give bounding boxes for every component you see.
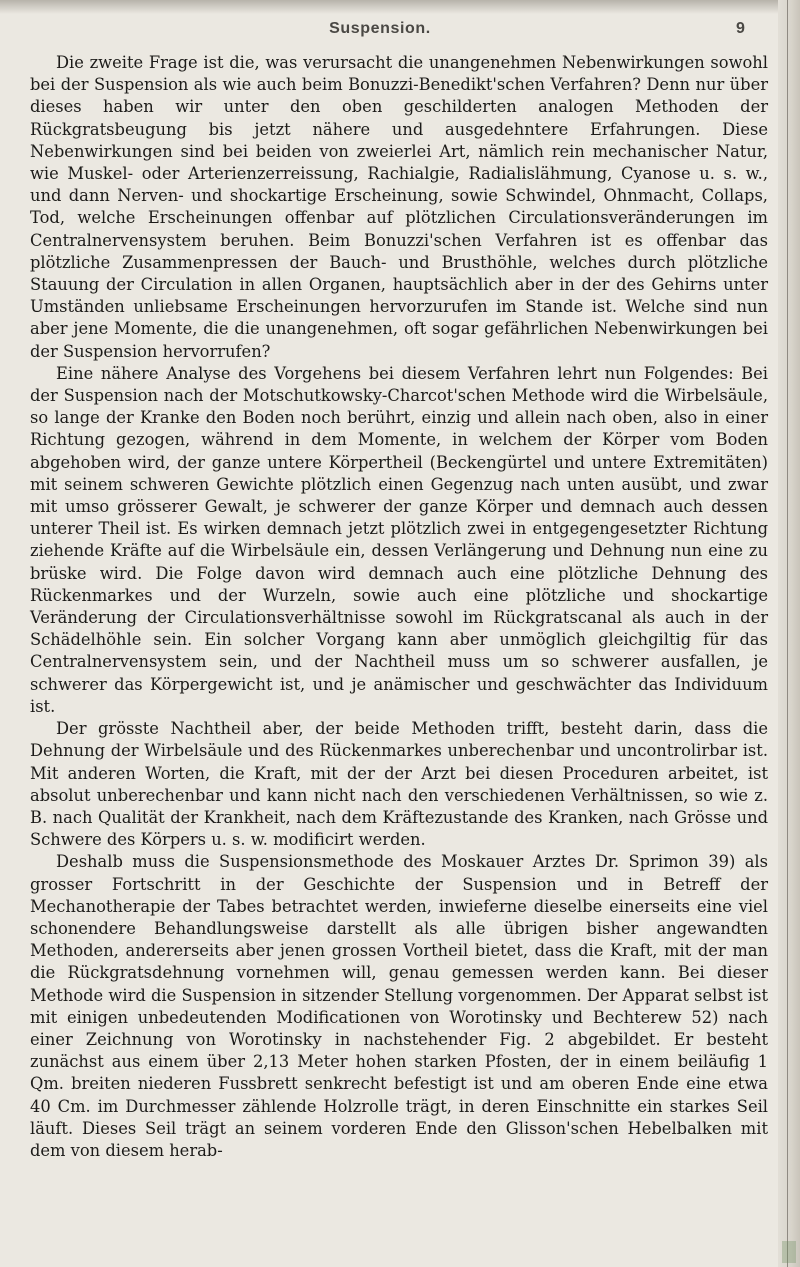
page-edge-line — [787, 0, 788, 1267]
page-header — [0, 20, 800, 44]
paragraph-4: Deshalb muss die Suspensionsmethode des Moskauer Arztes Dr. Sprimon 39) als grosser Fortschritt in der Geschichte der Suspension und in Betreff der Mechanotherapie der Tabes betrachtet werden, inwieferne dieselbe einerseits eine viel schonendere Behandlungsweise darstellt als alle übrigen bisher angewandten Methoden, andererseits aber jenen grossen Vortheil bietet, dass die Kraft, mit der man die Rückgratsdehnung vornehmen will, genau gemessen werden kann. Bei dieser Methode wird die Suspension in sitzender Stellung vorgenommen. Der Apparat selbst ist mit einigen unbedeutenden Modificationen von Worotinsky und Bechterew 52) nach einer Zeichnung von Worotinsky in nachstehender Fig. 2 abgebildet. Er besteht zunächst aus einem über 2,13 Meter hohen starken Pfosten, der in einem beiläufig 1 Qm. breiten niederen Fussbrett senkrecht befestigt ist und am oberen Ende eine etwa 40 Cm. im Durchmesser zählende Holzrolle trägt, in deren Einschnitte ein starkes Seil läuft. Dieses Seil trägt an seinem vorderen Ende den Glisson'schen Hebelbalken mit dem von diesem herab- — [30, 852, 768, 1160]
top-shadow — [0, 0, 800, 14]
paragraph-2: Eine nähere Analyse des Vorgehens bei diesem Verfahren lehrt nun Folgendes: Bei der Suspension nach der Motschutkowsky-Charcot'schen Methode wird die Wirbelsäule, so lange der Kranke den Boden noch berührt, einzig und allein nach oben, also in einer Richtung gezogen, während in dem Momente, in welchem der Körper vom Boden abgehoben wird, der ganze untere Körpertheil (Beckengürtel und untere Extremitäten) mit seinem schweren Gewichte plötzlich einen Gegenzug nach unten ausübt, und zwar mit umso grösserer Gewalt, je schwerer der ganze Körper und demnach auch dessen unterer Theil ist. Es wirken demnach jetzt plötzlich zwei in entgegengesetzter Richtung ziehende Kräfte auf die Wirbelsäule ein, dessen Verlängerung und Dehnung nun eine zu brüske wird. Die Folge davon wird demnach auch eine plötzliche Dehnung des Rückenmarkes und der Wurzeln, sowie auch eine plötzliche und shockartige Veränderung der Circulationsverhältnisse sowohl im Rückgratscanal als auch in der Schädelhöhle sein. Ein solcher Vorgang kann aber unmöglich gleichgiltig für das Centralnervensystem sein, und der Nachtheil muss um so schwerer ausfallen, je schwerer das Körpergewicht ist, und je anämischer und geschwächter das Individuum ist. — [30, 363, 768, 716]
paragraph-3: Der grösste Nachtheil aber, der beide Methoden trifft, besteht darin, dass die Dehnung der Wirbelsäule und des Rückenmarkes unberechenbar und uncontrolirbar ist. Mit anderen Worten, die Kraft, mit der der Arzt bei diesen Proceduren arbeitet, ist absolut unberechenbar und kann nicht nach den verschiedenen Verhältnissen, so wie z. B. nach Qualität der Krankheit, nach dem Kräftezustande des Kranken, nach Grösse und Schwere des Körpers u. s. w. modificirt werden. — [30, 719, 768, 850]
running-title: Suspension. — [329, 20, 431, 37]
page-edge — [778, 0, 800, 1267]
corner-mark — [782, 1241, 796, 1263]
body-text — [30, 52, 768, 1162]
page-number: 9 — [736, 20, 745, 37]
paragraph-1: Die zweite Frage ist die, was verursacht die unangenehmen Nebenwirkungen sowohl bei der Suspension als wie auch beim Bonuzzi-Benedikt'schen Verfahren? Denn nur über dieses haben wir unter den oben geschilderten analogen Methoden der Rückgratsbeugung bis jetzt nähere und ausgedehntere Erfahrungen. Diese Nebenwirkungen sind bei beiden von zweierlei Art, nämlich rein mechanischer Natur, wie Muskel- oder Arterienzerreissung, Rachialgie, Radialislähmung, Cyanose u. s. w., und dann Nerven- und shockartige Erscheinung, sowie Schwindel, Ohnmacht, Collaps, Tod, welche Erscheinungen offenbar auf plötzlichen Circulationsveränderungen im Centralnervensystem beruhen. Beim Bonuzzi'schen Verfahren ist es offenbar das plötzliche Zusammenpressen der Bauch- und Brusthöhle, welches durch plötzliche Stauung der Circulation in allen Organen, hauptsächlich aber in der des Gehirns unter Umständen unliebsame Erscheinungen hervorzurufen im Stande ist. Welche sind nun aber jene Momente, die die unangenehmen, oft sogar gefährlichen Nebenwirkungen bei der Suspension hervorrufen? — [30, 53, 768, 361]
